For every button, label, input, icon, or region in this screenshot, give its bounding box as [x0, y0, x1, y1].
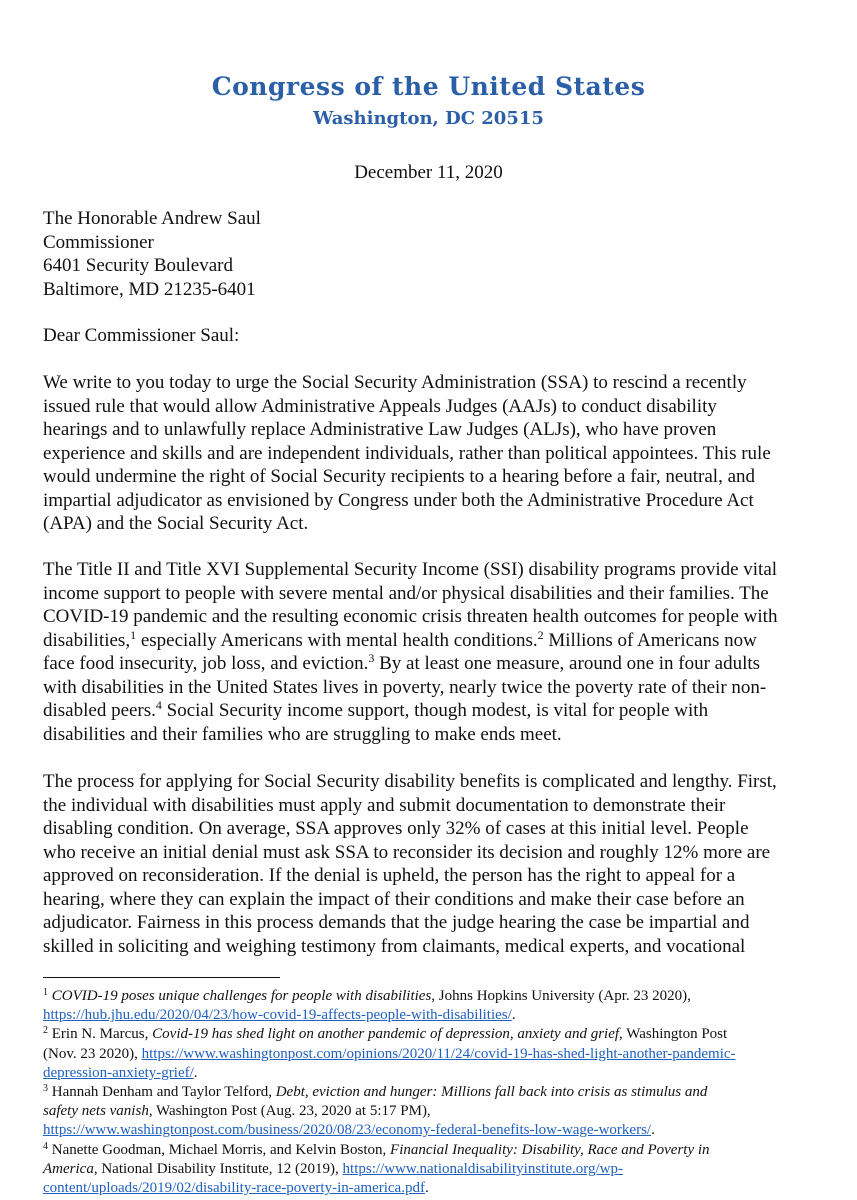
text-line — [43, 489, 843, 513]
text-segment: By at least one measure, around one in four adults — [374, 653, 761, 674]
text-segment: the individual with disabilities must apply and submit documentation to demonstrate their — [43, 794, 726, 816]
text-segment: especially Americans with mental health conditions. — [136, 629, 538, 651]
text-line — [43, 794, 843, 818]
address-line: Baltimore, MD 21235-6401 — [43, 278, 256, 300]
text-segment: face food insecurity, job loss, and eviction. — [43, 653, 369, 674]
footnote-marker: 1 — [130, 627, 137, 642]
text-segment: experience and skills and are independent individuals, rather than political appointees. This rule — [43, 442, 771, 464]
text-segment: would undermine the right of Social Security recipients to a hearing before a fair, neutral, and — [43, 466, 756, 487]
italic-title: America — [43, 1160, 94, 1177]
text-line — [43, 465, 843, 489]
text-segment: COVID-19 pandemic and the resulting economic crisis threaten health outcomes for people with — [43, 606, 778, 627]
text-line — [43, 442, 843, 466]
text-line — [43, 723, 843, 747]
text-line — [43, 1045, 843, 1064]
italic-title: Financial Inequality: Disability, Race and Poverty in — [390, 1141, 710, 1158]
text-line — [43, 1179, 843, 1198]
footnote-separator — [43, 977, 280, 978]
italic-title: COVID-19 poses unique challenges for people with disabilities — [51, 988, 432, 1004]
letter-date: December 11, 2020 — [354, 162, 503, 183]
text-line — [43, 864, 843, 888]
address-line: Commissioner — [43, 231, 154, 253]
text-line — [43, 418, 843, 442]
text-segment: with disabilities in the United States lives in poverty, nearly twice the poverty rate of their non- — [43, 676, 767, 698]
text-line — [43, 1160, 843, 1179]
text-line — [43, 817, 843, 841]
footnote-link[interactable]: content/uploads/2019/02/disability-race-poverty-in-america.pdf — [43, 1179, 425, 1196]
text-segment: hearing, where they can explain the impact of their conditions and make their case before an — [43, 888, 745, 910]
text-line — [43, 1102, 843, 1121]
text-line — [43, 512, 843, 536]
body-paragraph-2 — [43, 558, 843, 746]
text-segment: impartial adjudicator as envisioned by Congress under both the Administrative Procedure Act — [43, 489, 754, 511]
italic-title: Debt, eviction and hunger: Millions fall back into crisis as stimulus and — [275, 1083, 708, 1100]
text-segment: who receive an initial denial must ask SSA to reconsider its decision and roughly 12% more are — [43, 841, 771, 863]
letterhead-title: Congress of the United States — [211, 72, 646, 101]
text-segment: , Washington Post (Aug. 23, 2020 at 5:17 PM), — [148, 1103, 431, 1120]
text-line — [43, 841, 843, 865]
salutation: Dear Commissioner Saul: — [43, 325, 240, 346]
text-segment: Nanette Goodman, Michael Morris, and Kelvin Boston, — [48, 1141, 391, 1158]
text-segment: skilled in soliciting and weighing testimony from claimants, medical experts, and vocational — [43, 935, 746, 957]
text-line — [43, 935, 843, 959]
footnote-link[interactable]: depression-anxiety-grief/ — [43, 1064, 194, 1081]
text-segment: Millions of Americans now — [543, 629, 757, 651]
footnotes — [43, 987, 843, 1198]
text-segment: income support to people with severe mental and/or physical disabilities and their families. The — [43, 582, 769, 604]
footnote-marker: 4 — [43, 1140, 48, 1152]
footnote-marker: 2 — [43, 1025, 48, 1037]
text-line — [43, 629, 843, 653]
text-segment: disabilities, — [43, 629, 131, 651]
footnote-marker: 3 — [368, 651, 375, 665]
text-line — [43, 1141, 843, 1160]
footnote-link[interactable]: https://www.nationaldisabilityinstitute.org/wp- — [342, 1160, 623, 1177]
text-line — [43, 888, 843, 912]
text-line — [43, 911, 843, 935]
text-line — [43, 1025, 843, 1044]
text-line — [43, 558, 843, 582]
text-segment: Erin N. Marcus, — [48, 1026, 153, 1043]
text-line — [43, 1006, 843, 1025]
text-line — [43, 371, 843, 395]
text-segment: . — [651, 1122, 655, 1139]
footnote-link[interactable]: https://www.washingtonpost.com/business/2020/08/23/economy-federal-benefits-low-wage-workers/ — [43, 1122, 652, 1139]
text-segment: The process for applying for Social Security disability benefits is complicated and lengthy. First, — [43, 771, 777, 792]
text-segment: , Johns Hopkins University (Apr. 23 2020), — [431, 988, 691, 1004]
text-line — [43, 582, 843, 606]
italic-title: Covid-19 has shed light on another pandemic of depression, anxiety and grief — [152, 1026, 620, 1043]
text-segment: , Washington Post — [619, 1026, 728, 1043]
text-segment: hearings and to unlawfully replace Administrative Law Judges (ALJs), who have proven — [43, 419, 717, 440]
text-line — [43, 1064, 843, 1083]
text-line — [43, 676, 843, 700]
text-segment: approved on reconsideration. If the denial is upheld, the person has the right to appeal for a — [43, 865, 736, 886]
body-paragraph-3 — [43, 770, 843, 958]
text-segment: (Nov. 23 2020), — [43, 1045, 142, 1062]
italic-title: safety nets vanish — [43, 1103, 149, 1120]
address-line: 6401 Security Boulevard — [43, 255, 233, 276]
footnote-marker: 3 — [43, 1082, 48, 1094]
footnote-marker: 1 — [43, 987, 48, 998]
text-segment: . — [193, 1064, 198, 1081]
body-paragraph-1 — [43, 371, 843, 536]
text-segment: . — [511, 1007, 516, 1024]
footnote-marker: 2 — [537, 627, 544, 642]
text-line — [43, 652, 843, 676]
footnote-link[interactable]: https://www.washingtonpost.com/opinions/2020/11/24/covid-19-has-shed-light-another-pandemic- — [141, 1045, 736, 1062]
text-segment: disabling condition. On average, SSA approves only 32% of cases at this initial level. People — [43, 818, 749, 839]
text-segment: adjudicator. Fairness in this process demands that the judge hearing the case be impartial and — [43, 912, 750, 933]
text-line — [43, 1121, 843, 1140]
text-line — [43, 699, 843, 723]
text-segment: issued rule that would allow Administrative Appeals Judges (AAJs) to conduct disability — [43, 395, 717, 417]
text-line — [43, 1083, 843, 1102]
text-line — [43, 987, 843, 1006]
text-segment: Hannah Denham and Taylor Telford, — [48, 1083, 276, 1100]
text-line — [43, 770, 843, 794]
recipient-address — [43, 207, 843, 301]
footnote-link[interactable]: https://hub.jhu.edu/2020/04/23/how-covid-19-affects-people-with-disabilities/ — [43, 1007, 512, 1024]
footnote-marker: 4 — [155, 698, 162, 712]
text-segment: The Title II and Title XVI Supplemental Security Income (SSI) disability programs provide vital — [43, 559, 778, 580]
text-line — [43, 395, 843, 419]
text-segment: disabled peers. — [43, 700, 156, 721]
text-segment: , National Disability Institute, 12 (2019), — [93, 1160, 343, 1177]
letterhead-subtitle: Washington, DC 20515 — [313, 108, 544, 129]
text-segment: disabilities and their families who are struggling to make ends meet. — [43, 723, 562, 745]
text-segment: Social Security income support, though modest, is vital for people with — [161, 700, 709, 721]
address-line: The Honorable Andrew Saul — [43, 208, 261, 229]
text-segment: (APA) and the Social Security Act. — [43, 513, 309, 534]
text-segment: We write to you today to urge the Social Security Administration (SSA) to rescind a recently — [43, 372, 747, 393]
text-segment: . — [424, 1179, 429, 1196]
text-line — [43, 605, 843, 629]
